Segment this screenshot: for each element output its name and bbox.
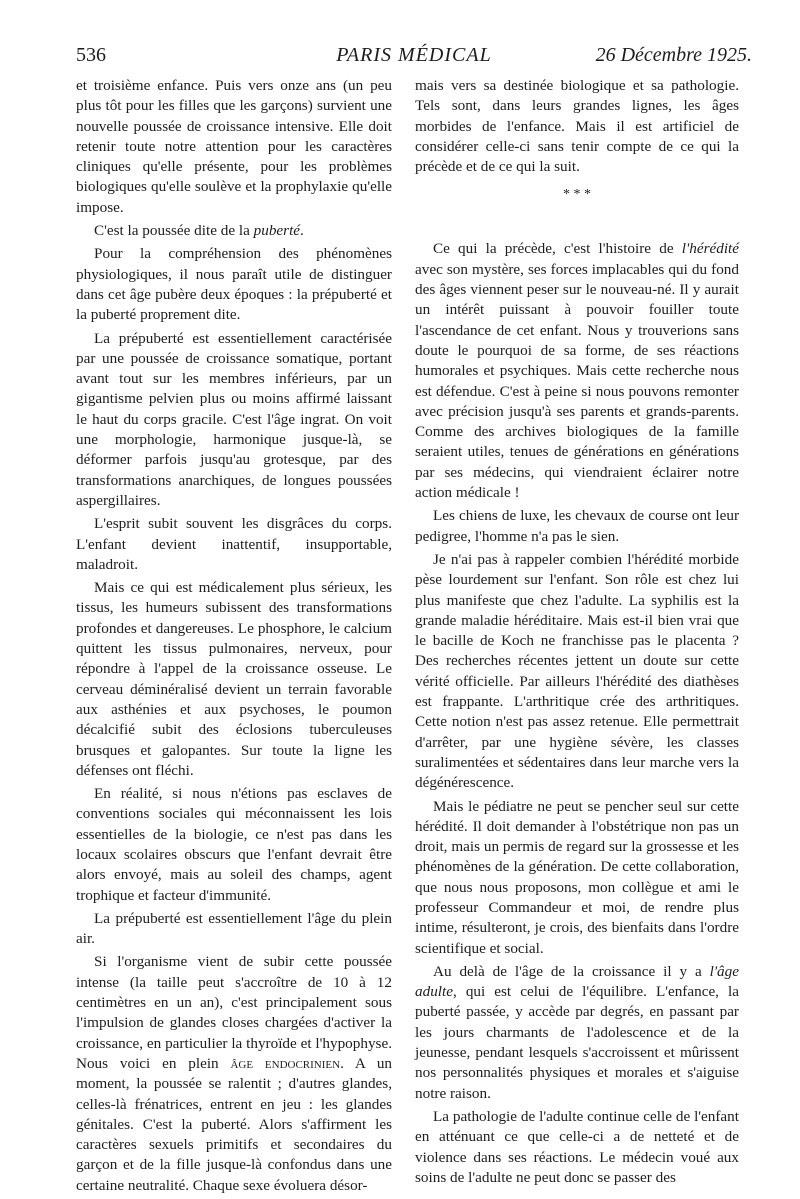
- paragraph: mais vers sa destinée biologique et sa pathologie. Tels sont, dans leurs grandes lignes, les âges morbides de l'enfance. Mais il est artificiel de considérer celle-ci sans tenir compte de ce qui la précède et de ce qui la suit.: [415, 77, 739, 176]
- page-number: 536: [76, 44, 106, 66]
- section-separator: [415, 189, 739, 233]
- paragraph: Ce qui la précède, c'est l'histoire de l'hérédité avec son mystère, ses forces implacables qui du fond des âges viennent peser sur le nouveau-né. Il y aurait un intérêt puissant à pouvoir fouiller toute l'ascendance de cet enfant. Nous y trouverions sans doute le pourquoi de sa forme, de ses réactions humorales et psychiques. Mais cette recherche nous est défendue. C'est à peine si nous pouvons remonter avec précision jusqu'à ses parents et grands-parents. Comme des archives biologiques de la famille seraient utiles, tenues de générations en générations par ses médecins, qui viendraient éclairer notre action médicale !: [415, 240, 739, 502]
- right-column: [415, 76, 739, 1191]
- emphasis: puberté: [253, 222, 301, 240]
- paragraph: L'esprit subit souvent les disgrâces du corps. L'enfant devient inattentif, insupportable, maladroit.: [76, 515, 392, 573]
- left-column: [76, 76, 392, 1199]
- paragraph: Si l'organisme vient de subir cette poussée intense (la taille peut s'accroître de 10 à 12 centimètres en un an), c'est principalement sous l'impulsion de glandes closes chargées d'activer la croissance, en particulier la thyroïde et l'hypophyse. Nous voici en plein âge endocrinien. A un moment, la poussée se ralentit ; d'autres glandes, celles-là frénatrices, entrent en jeu : les glandes génitales. C'est la puberté. Alors s'affirment les caractères sexuels primitifs et secondaires du garçon et de la fille jusque-là confondus dans une certaine neutralité. Chaque sexe évoluera désor-: [76, 953, 393, 1194]
- paragraph: Mais ce qui est médicalement plus sérieux, les tissus, les humeurs subissent des transformations profondes et dangereuses. Le phosphore, le calcium quittent les tissus pulmonaires, nerveux, pour répondre à l'appel de la croissance osseuse. Le cerveau déminéralisé devient un terrain favorable aux asthénies et aux psychoses, le poumon décalcifié subit des éclosions tuberculeuses brusques et galopantes. Sur toute la ligne les défenses ont fléchi.: [76, 579, 392, 779]
- paragraph: En réalité, si nous n'étions pas esclaves de conventions sociales qui méconnaissent les lois essentielles de la biologie, ce n'est pas dans les locaux scolaires obscurs que l'enfant devrait être alors envoyé, mais au soleil des champs, agent trophique et facteur d'immunité.: [76, 785, 392, 904]
- small-caps-term: âge endocrinien: [230, 1054, 341, 1072]
- paragraph: Pour la compréhension des phénomènes physiologiques, il nous paraît utile de distinguer dans cet âge pubère deux époques : la prépuberté et la puberté proprement dite.: [76, 245, 392, 324]
- paragraph: La pathologie de l'adulte continue celle de l'enfant en atténuant ce que celle-ci a de netteté et de violence dans ses réactions. Le médecin voué aux soins de l'adulte ne peut donc se passer des: [415, 1107, 739, 1186]
- journal-title: PARIS MÉDICAL: [336, 44, 492, 66]
- paragraph: Au delà de l'âge de la croissance il y a l'âge adulte, qui est celui de l'équilibre. L'enfance, la puberté passée, y accède par degrés, en passant par les jours charmants de l'adolescence et de la jeunesse, pendant lesquels s'accroissent et mûrissent nos personnalités physiques et morales et s'aiguise notre raison.: [415, 962, 739, 1102]
- paragraph: La prépuberté est essentiellement caractérisée par une poussée de croissance somatique, portant avant tout sur les membres inférieurs, par un gigantisme pelvien plus ou moins affirmé laissant le haut du corps gracile. C'est l'âge ingrat. On voit une morphologie, harmonique jusque-là, se déformer parfois jusqu'au grotesque, par des transformations anarchiques, de longues poussées aspergillaires.: [76, 329, 392, 509]
- asterism: * * *: [563, 187, 591, 203]
- issue-date: 26 Décembre 1925.: [595, 44, 752, 66]
- paragraph: et troisième enfance. Puis vers onze ans (un peu plus tôt pour les filles que les garçons) survient une nouvelle poussée de croissance intensive. Elle doit retenir toute notre attention pour les caractères cliniques qu'elle présente, pour les problèmes biologiques qu'elle soulève et la prophylaxie qu'elle impose.: [76, 77, 392, 216]
- page-header: [76, 44, 752, 74]
- paragraph: C'est la poussée dite de la puberté.: [94, 222, 304, 240]
- emphasis: l'hérédité: [681, 240, 739, 258]
- paragraph: Les chiens de luxe, les chevaux de course ont leur pedigree, l'homme n'a pas le sien.: [415, 507, 739, 545]
- paragraph: La prépuberté est essentiellement l'âge du plein air.: [76, 909, 392, 948]
- emphasis: l'âge adulte: [415, 962, 739, 1001]
- paragraph: Je n'ai pas à rappeler combien l'hérédité morbide pèse lourdement sur l'enfant. Son rôle est chez lui plus manifeste que chez l'adulte. La syphilis est la grande maladie héréditaire. Mais est-il bien vrai que le bacille de Koch ne franchisse pas le placenta ? Des recherches récentes jettent un doute sur cette vérité officielle. Par ailleurs l'hérédité des diathèses est frappante. L'arthritique crée des arthritiques. Cette notion n'est pas assez retenue. Elle permettrait d'arrêter, par une hygiène sévère, les classes suralimentées et sédentaires dans leur marche vers la dégénérescence.: [415, 550, 739, 792]
- paragraph: Mais le pédiatre ne peut se pencher seul sur cette hérédité. Il doit demander à l'obstétrique non pas un droit, mais un permis de regard sur la grossesse et les phénomènes de la génération. De cette collaboration, que nous nous proposons, mon collègue et ami le professeur Commandeur et moi, de rendre plus intime, résulteront, je crois, des bienfaits dans l'ordre scientifique et social.: [415, 797, 739, 957]
